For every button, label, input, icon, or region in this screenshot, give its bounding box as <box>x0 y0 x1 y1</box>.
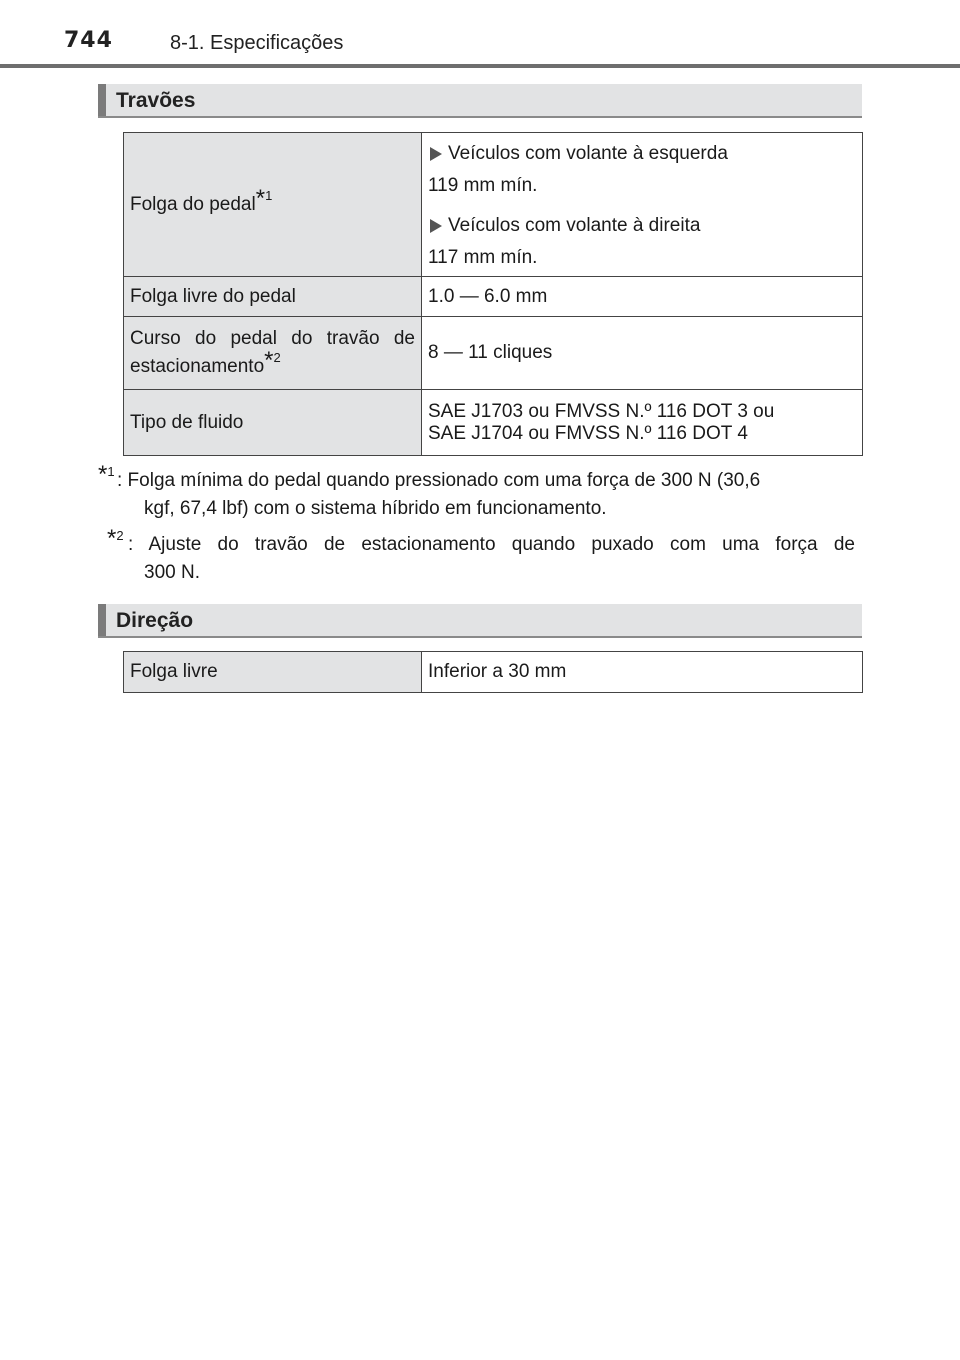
spec-key: Folga livre <box>124 652 422 693</box>
table-row <box>124 390 863 456</box>
footnote-star-icon: * <box>107 525 117 552</box>
section-path: 8-1. Especificações <box>170 32 344 54</box>
spec-key: Tipo de fluido <box>124 390 422 456</box>
footnote-2: $^{*2}$ : Ajuste do travão de estacionamento quando puxado com uma força de 300 N. <box>107 525 855 583</box>
bullet-option: Veículos com volante à direita <box>428 215 856 237</box>
section-title-label: Direção <box>116 609 194 632</box>
option-value: 119 mm mín. <box>428 174 538 196</box>
section-accent-bar <box>98 604 106 636</box>
table-row <box>124 277 863 317</box>
bullet-option: Veículos com volante à esquerda <box>428 143 856 165</box>
triangle-bullet-icon <box>430 147 442 161</box>
page-header <box>0 0 960 70</box>
footnote-1: $^{*1}$ : Folga mínima do pedal quando pressionado com uma força de 300 N (30,6 kgf, 67,4 lbf) com o sistema híbrido em funcionamento. <box>98 461 761 519</box>
triangle-bullet-icon <box>430 219 442 233</box>
spec-value: Inferior a 30 mm <box>422 652 863 693</box>
table-row <box>124 133 863 277</box>
spec-value: 8 — 11 cliques <box>422 317 863 390</box>
section-title-steering <box>98 604 862 638</box>
spec-value <box>422 133 863 277</box>
spec-value: 1.0 — 6.0 mm <box>422 277 863 317</box>
section-title-brakes <box>98 84 862 118</box>
spec-key: Curso do pedal do travão de estacionamento$^{*2}$ <box>124 317 422 390</box>
spec-key: Folga do pedal$^{*1}$ <box>124 133 422 277</box>
brakes-spec-table <box>123 132 863 456</box>
steering-spec-table <box>123 651 863 693</box>
spec-key: Folga livre do pedal <box>124 277 422 317</box>
section-title-label: Travões <box>116 89 196 112</box>
table-row <box>124 317 863 390</box>
footnote-star-icon: * <box>98 461 108 488</box>
footnote-star-icon: * <box>264 347 274 374</box>
page-number: 744 <box>64 28 113 53</box>
header-rule <box>0 64 960 68</box>
section-accent-bar <box>98 84 106 116</box>
footnote-star-icon: * <box>255 184 266 212</box>
option-value: 117 mm mín. <box>428 246 538 268</box>
table-row <box>124 652 863 693</box>
spec-value: SAE J1703 ou FMVSS N.º 116 DOT 3 ou SAE J1704 ou FMVSS N.º 116 DOT 4 <box>422 390 863 456</box>
